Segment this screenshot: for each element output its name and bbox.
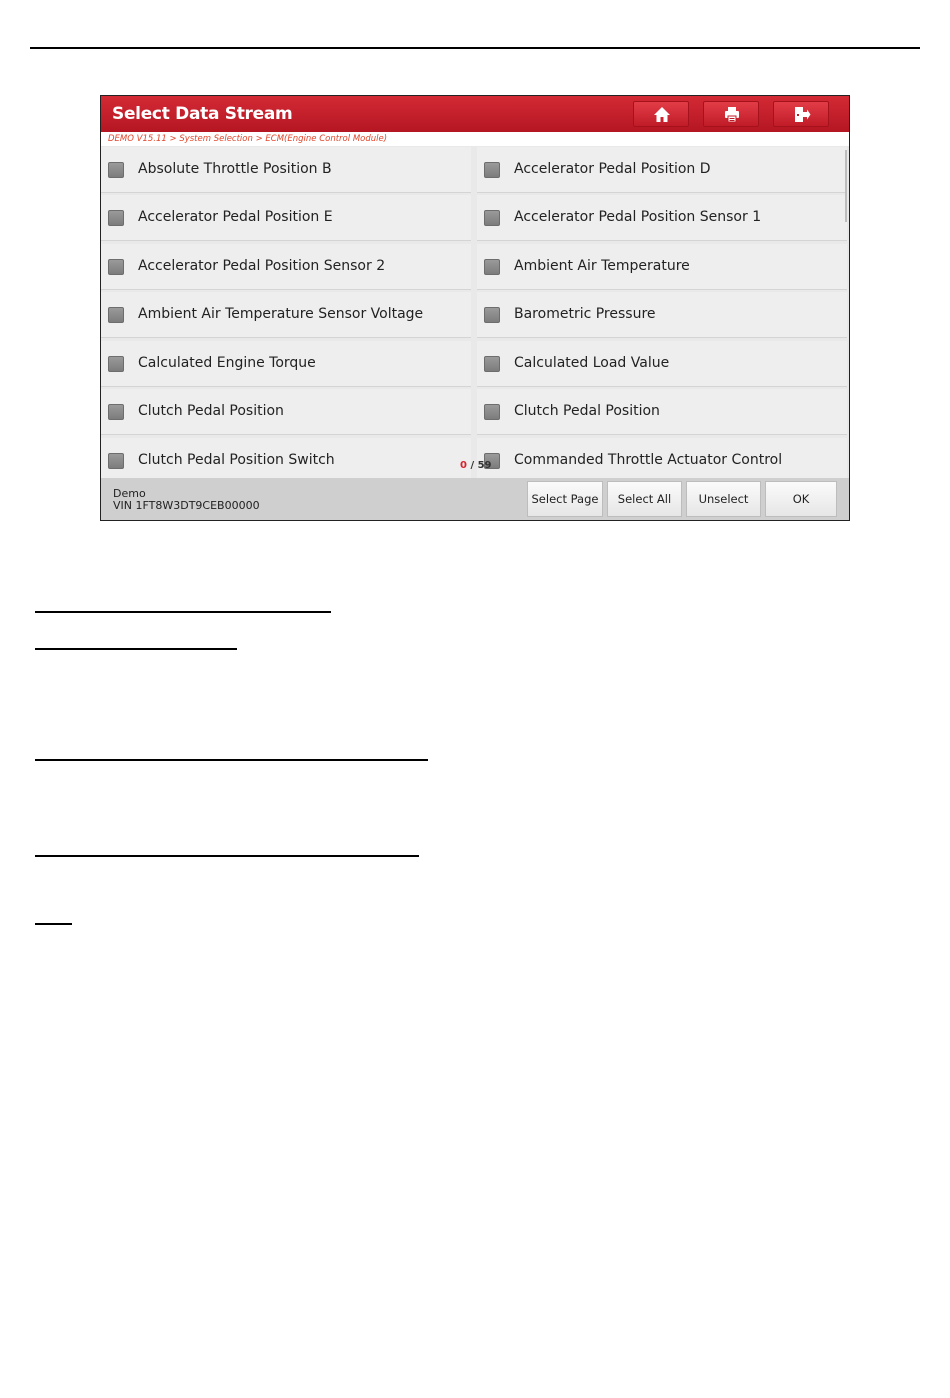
data-stream-item[interactable] [101, 341, 471, 387]
section-rule [35, 648, 237, 650]
printer-icon [723, 106, 741, 123]
checkbox[interactable] [108, 307, 124, 323]
item-label: Absolute Throttle Position B [138, 161, 332, 177]
checkbox[interactable] [484, 259, 500, 275]
item-label: Clutch Pedal Position [138, 403, 284, 419]
mode-label: Demo [113, 487, 146, 500]
data-stream-item[interactable] [101, 389, 471, 435]
item-label: Calculated Load Value [514, 355, 670, 371]
item-label: Ambient Air Temperature Sensor Voltage [138, 306, 424, 322]
list-scrollbar[interactable] [845, 150, 847, 222]
checkbox[interactable] [484, 162, 500, 178]
checkbox[interactable] [484, 404, 500, 420]
checkbox[interactable] [484, 210, 500, 226]
exit-button[interactable] [773, 101, 829, 127]
data-stream-item[interactable] [477, 244, 847, 290]
data-stream-item[interactable] [101, 147, 471, 193]
item-label: Accelerator Pedal Position E [138, 209, 333, 225]
checkbox[interactable] [108, 162, 124, 178]
item-label: Clutch Pedal Position [514, 403, 660, 419]
data-stream-item[interactable] [101, 438, 471, 478]
item-label: Barometric Pressure [514, 306, 656, 322]
counter-separator: / [466, 460, 478, 471]
checkbox[interactable] [108, 404, 124, 420]
section-rule [35, 611, 331, 613]
vin-label: VIN 1FT8W3DT9CEB00000 [113, 499, 260, 512]
data-stream-item[interactable] [477, 341, 847, 387]
vehicle-info [113, 488, 260, 512]
section-rule [35, 855, 419, 857]
checkbox[interactable] [108, 259, 124, 275]
item-label: Accelerator Pedal Position Sensor 1 [514, 209, 762, 225]
item-label: Clutch Pedal Position Switch [138, 452, 335, 468]
data-stream-item[interactable] [101, 292, 471, 338]
checkbox[interactable] [108, 453, 124, 469]
checkbox[interactable] [484, 356, 500, 372]
item-label: Calculated Engine Torque [138, 355, 316, 371]
checkbox[interactable] [484, 307, 500, 323]
data-stream-item[interactable] [101, 195, 471, 241]
home-button[interactable] [633, 101, 689, 127]
page-top-rule [30, 47, 920, 49]
breadcrumb: DEMO V15.11 > System Selection > ECM(Engine Control Module) [101, 132, 849, 146]
data-stream-item[interactable] [477, 195, 847, 241]
selection-counter [460, 460, 492, 471]
data-stream-item[interactable] [477, 438, 847, 478]
select-all-button[interactable]: Select All [607, 481, 682, 517]
exit-icon [793, 106, 811, 123]
app-window [100, 95, 850, 521]
footer-bar [101, 478, 849, 520]
print-button[interactable] [703, 101, 759, 127]
data-stream-list [101, 147, 849, 478]
section-rule [35, 923, 72, 925]
unselect-button[interactable]: Unselect [686, 481, 761, 517]
selected-count: 0 [460, 460, 467, 471]
data-stream-item[interactable] [101, 244, 471, 290]
window-title: Select Data Stream [112, 104, 293, 124]
home-icon [653, 106, 671, 123]
item-label: Commanded Throttle Actuator Control [514, 452, 783, 468]
checkbox[interactable] [108, 210, 124, 226]
item-label: Accelerator Pedal Position Sensor 2 [138, 258, 386, 274]
select-page-button[interactable]: Select Page [527, 481, 603, 517]
data-stream-item[interactable] [477, 389, 847, 435]
data-stream-item[interactable] [477, 292, 847, 338]
section-rule [35, 759, 428, 761]
checkbox[interactable] [108, 356, 124, 372]
item-label: Ambient Air Temperature [514, 258, 690, 274]
data-stream-item[interactable] [477, 147, 847, 193]
total-count: 59 [477, 460, 492, 471]
title-bar [101, 96, 849, 132]
ok-button[interactable]: OK [765, 481, 837, 517]
item-label: Accelerator Pedal Position D [514, 161, 711, 177]
